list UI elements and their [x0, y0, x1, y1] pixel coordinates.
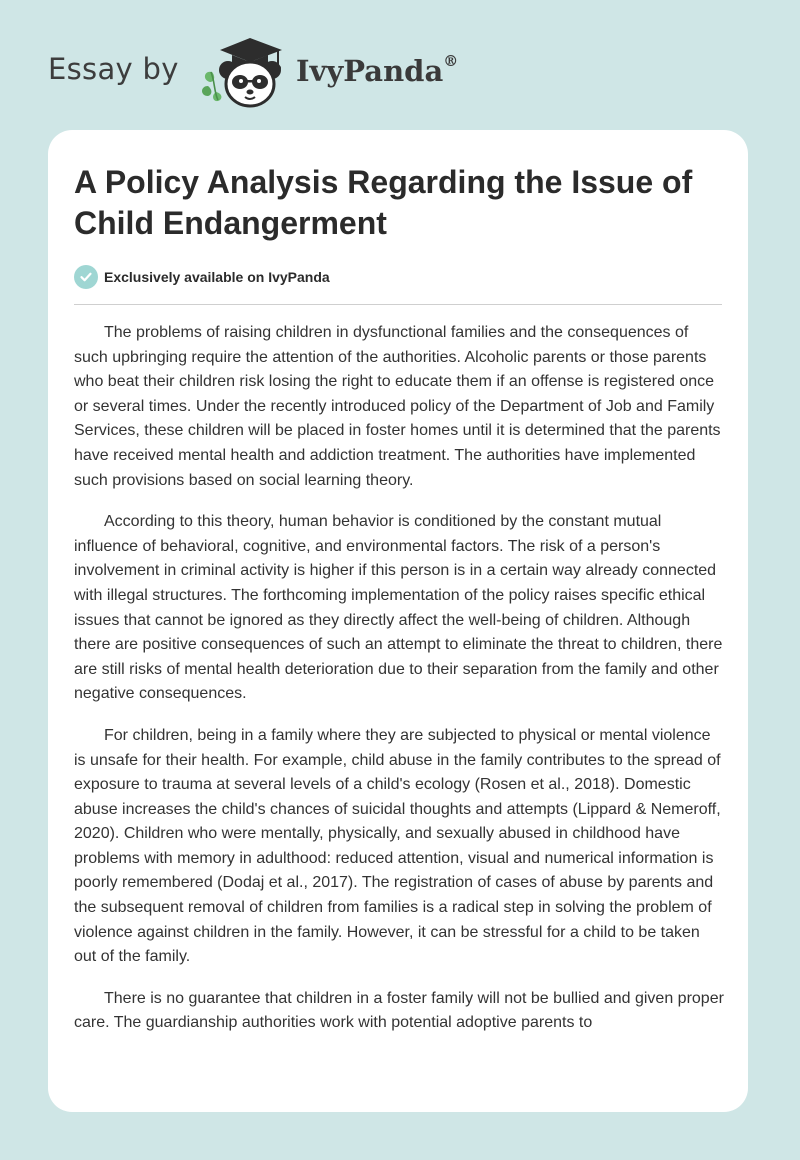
paragraph: There is no guarantee that children in a foster family will not be bullied and given proper care. The guardianship authorities work with potential adoptive parents to: [74, 989, 724, 1032]
page-title: A Policy Analysis Regarding the Issue of Child Endangerment: [74, 164, 693, 241]
badge-text: Exclusively available on IvyPanda: [104, 269, 330, 285]
panda-graduate-logo-icon[interactable]: [198, 32, 294, 110]
registered-mark: ®: [443, 52, 459, 70]
essay-body: [74, 321, 726, 1053]
paragraph: The problems of raising children in dysfunctional families and the consequences of such upbringing require the attention of the authorities. Alcoholic parents or those parents who beat their children risk losing the right to educate them if an offense is registered once or several times. Under the recently introduced policy of the Department of Job and Family Services, these children will be placed in foster homes until it is determined that the parents have received mental health and addiction treatment. The authorities have implemented such provisions based on social learning theory.: [74, 324, 721, 489]
divider: [74, 304, 722, 305]
brand-name[interactable]: [296, 54, 458, 88]
check-icon: [74, 265, 98, 289]
essay-card: [48, 130, 748, 1112]
site-header: [0, 0, 800, 130]
paragraph: According to this theory, human behavior is conditioned by the constant mutual influence of behavioral, cognitive, and environmental factors. The risk of a person's involvement in criminal activity is higher if this person is in a certain way already connected with illegal structures. The forthcoming implementation of the policy raises specific ethical issues that cannot be ignored as they directly affect the well-being of children. Although there are positive consequences of such an attempt to eliminate the threat to children, there are still risks of mental health deterioration due to their separation from the family and other negative consequences.: [74, 513, 723, 703]
exclusive-badge: [74, 264, 330, 290]
paragraph: For children, being in a family where they are subjected to physical or mental violence is unsafe for their health. For example, child abuse in the family contributes to the spread of exposure to trauma at several levels of a child's ecology (Rosen et al., 2018). Domestic abuse increases the child's chances of suicidal thoughts and attempts (Lippard & Nemeroff, 2020). Children who were mentally, physically, and sexually abused in childhood have problems with memory in adulthood: reduced attention, visual and numerical information is poorly remembered (Dodaj et al., 2017). The registration of cases of abuse by parents and the subsequent removal of children from families is a radical step in solving the problem of violence against children in the family. However, it can be stressful for a child to be taken out of the family.: [74, 726, 721, 966]
brand-text: IvyPanda: [296, 54, 444, 88]
essay-by-label: Essay by: [48, 52, 179, 86]
